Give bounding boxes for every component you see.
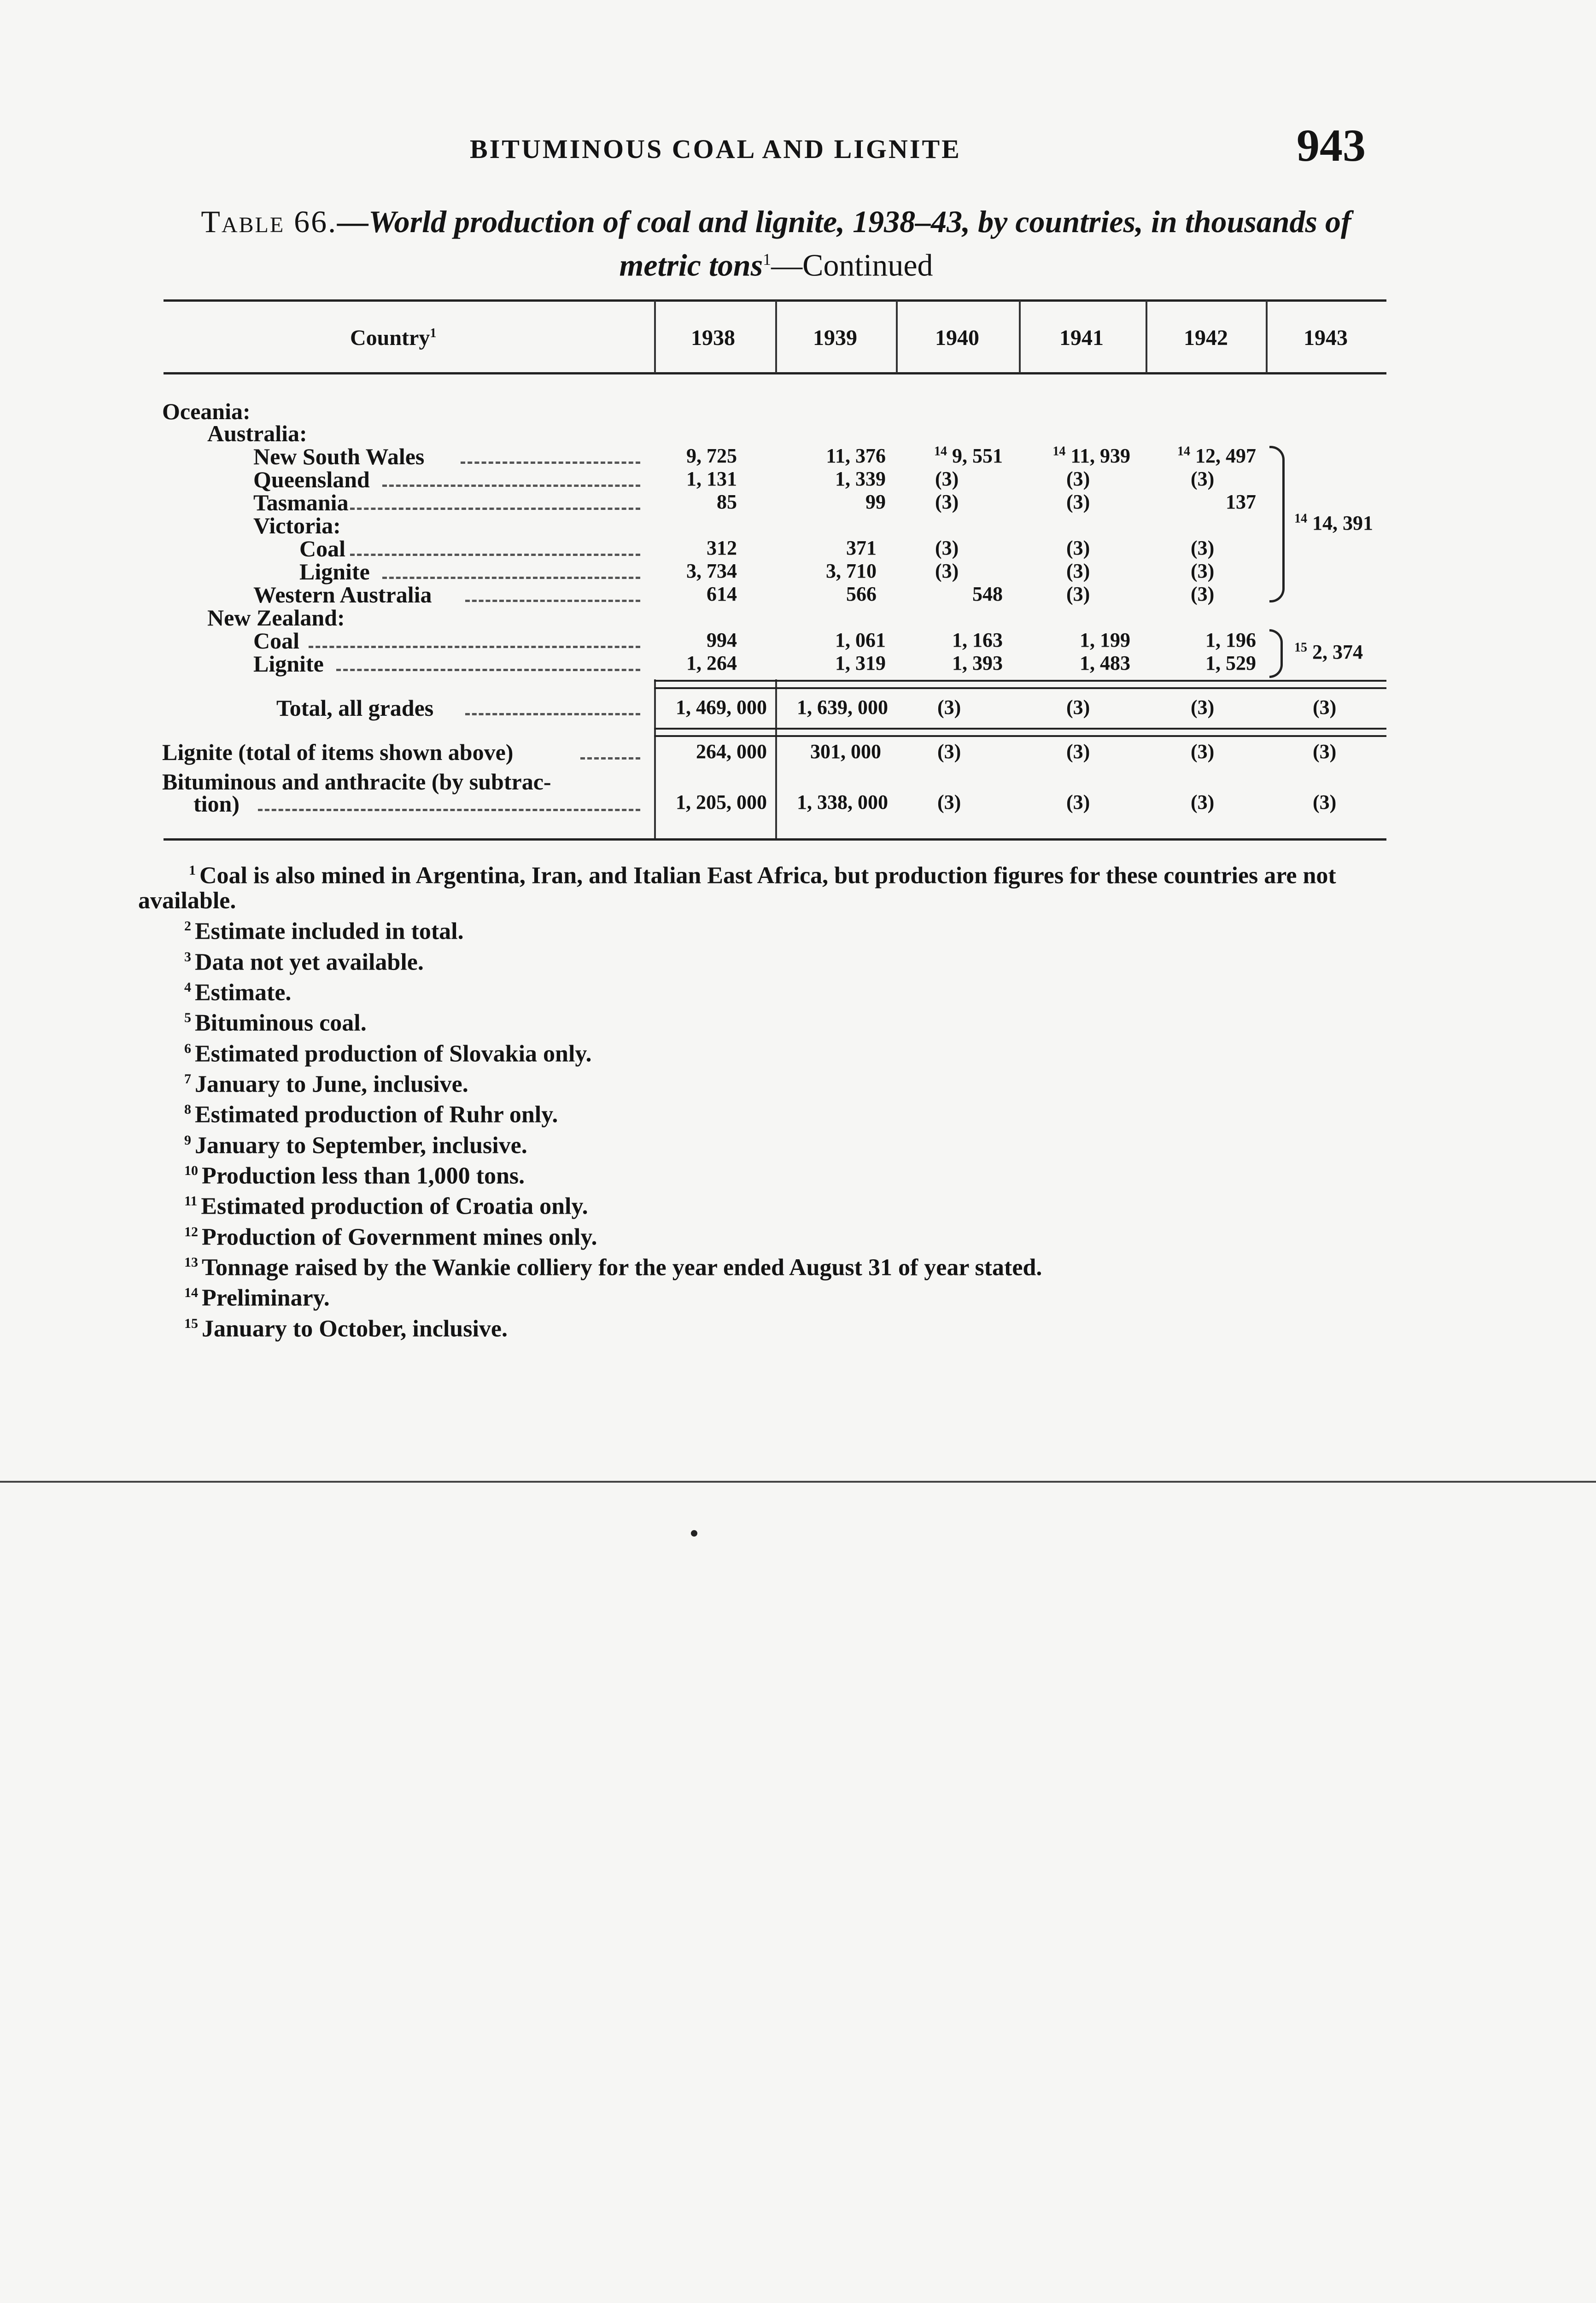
- dot-leader: [382, 577, 640, 579]
- row-label-australia: Australia:: [207, 421, 307, 446]
- running-header: BITUMINOUS COAL AND LIGNITE: [470, 134, 961, 164]
- col-header-1939: 1939: [813, 326, 857, 350]
- cell-nz-lignite-1942: 1, 529: [1205, 652, 1256, 674]
- cell-bituminous-1941: (3): [1066, 791, 1090, 813]
- footnote-15: $^{15}$ January to October, inclusive.: [184, 1315, 508, 1342]
- footnote-13: $^{13}$ Tonnage raised by the Wankie colliery for the year ended August 31 of year stated.: [184, 1254, 1042, 1281]
- cell-wa-1942: (3): [1191, 583, 1215, 605]
- table-continued: —Continued: [771, 247, 933, 283]
- footnote-8: $^8$ Estimated production of Ruhr only.: [184, 1101, 558, 1128]
- row-label-oceania: Oceania:: [162, 398, 251, 424]
- footnote-14: $^{14}$ Preliminary.: [184, 1285, 330, 1311]
- cell-lignite-total-1943: (3): [1313, 740, 1337, 763]
- cell-bituminous-1942: (3): [1191, 791, 1215, 813]
- australia-brace: [1269, 446, 1285, 602]
- col-header-1943: 1943: [1304, 326, 1348, 350]
- new-zealand-brace: [1269, 629, 1283, 678]
- row-label-total: Total, all grades: [276, 695, 434, 721]
- footnote-11: $^{11}$ Estimated production of Croatia only.: [184, 1193, 588, 1220]
- cell-nz-lignite-1940: 1, 393: [952, 652, 1003, 674]
- cell-qld-1940: (3): [935, 468, 959, 490]
- col-header-1941: 1941: [1059, 326, 1104, 350]
- cell-bituminous-1938: 1, 205, 000: [676, 791, 767, 813]
- cell-lignite-total-1939: 301, 000: [810, 740, 881, 763]
- footnote-9: $^9$ January to September, inclusive.: [184, 1132, 527, 1158]
- col-divider: [1266, 300, 1268, 373]
- table-caption: [166, 203, 1386, 284]
- cell-nsw-1938: 9, 725: [686, 444, 737, 467]
- cell-tas-1942: 137: [1226, 491, 1256, 513]
- cell-lignite-total-1938: 264, 000: [696, 740, 767, 763]
- col-divider: [896, 300, 898, 373]
- cell-vic-lignite-1941: (3): [1066, 560, 1090, 582]
- cell-vic-lignite-1942: (3): [1191, 560, 1215, 582]
- footnote-1: $^1$ Coal is also mined in Argentina, Iran, and Italian East Africa, but production figures for these countries are not available.: [138, 862, 1336, 914]
- cell-lignite-total-1941: (3): [1066, 740, 1090, 763]
- cell-total-1939: 1, 639, 000: [797, 696, 888, 719]
- col-divider: [654, 300, 656, 373]
- cell-vic-coal-1940: (3): [935, 537, 959, 559]
- cell-nz-lignite-1938: 1, 264: [686, 652, 737, 674]
- cell-qld-1938: 1, 131: [686, 468, 737, 490]
- footnote-3: $^3$ Data not yet available.: [184, 948, 424, 975]
- cell-tas-1938: 85: [717, 491, 737, 513]
- cell-total-1941: (3): [1066, 696, 1090, 719]
- cell-vic-coal-1938: 312: [707, 537, 737, 559]
- cell-nz-lignite-1939: 1, 319: [835, 652, 886, 674]
- row-label-bituminous-line1: Bituminous and anthracite (by subtrac-: [162, 769, 551, 795]
- cell-nz-coal-1942: 1, 196: [1205, 629, 1256, 651]
- subtotal-double-rule: [654, 680, 1386, 689]
- footnote-4: $^4$ Estimate.: [184, 979, 292, 1006]
- cell-total-1938: 1, 469, 000: [676, 696, 767, 719]
- row-label-victoria-lignite: Lignite: [299, 559, 370, 585]
- col-divider: [1019, 300, 1021, 373]
- col-divider: [1146, 300, 1147, 373]
- cell-vic-lignite-1939: 3, 710: [826, 560, 877, 582]
- dot-leader: [382, 485, 640, 487]
- col-header-1942: 1942: [1184, 326, 1228, 350]
- row-label-new-south-wales: New South Wales: [253, 444, 425, 469]
- cell-nsw-1941: $^{14}$ 11, 939: [1052, 444, 1130, 467]
- cell-qld-1939: 1, 339: [835, 468, 886, 490]
- row-label-western-australia: Western Australia: [253, 582, 432, 608]
- dot-leader: [461, 462, 640, 464]
- cell-wa-1941: (3): [1066, 583, 1090, 605]
- cell-qld-1942: (3): [1191, 468, 1215, 490]
- cell-nsw-1940: $^{14}$ 9, 551: [934, 444, 1003, 467]
- cell-vic-lignite-1938: 3, 734: [686, 560, 737, 582]
- cell-qld-1941: (3): [1066, 468, 1090, 490]
- cell-nsw-1939: 11, 376: [826, 444, 886, 467]
- footnote-12: $^{12}$ Production of Government mines only.: [184, 1223, 597, 1250]
- table-label: Table 66.: [201, 204, 338, 239]
- footnote-5: $^5$ Bituminous coal.: [184, 1010, 367, 1036]
- cell-nz-coal-1939: 1, 061: [835, 629, 886, 651]
- cell-nz-lignite-1941: 1, 483: [1080, 652, 1130, 674]
- footnote-2: $^2$ Estimate included in total.: [184, 918, 464, 945]
- table-title-note: 1: [763, 250, 772, 269]
- dot-leader: [465, 713, 640, 715]
- row-label-bituminous-line2: tion): [193, 791, 240, 817]
- cell-nz-coal-1938: 994: [707, 629, 737, 651]
- dot-leader: [465, 600, 640, 602]
- total-double-rule: [654, 728, 1386, 737]
- dot-leader: [350, 554, 640, 556]
- row-label-nz-coal: Coal: [253, 628, 299, 654]
- col-header-1938: 1938: [691, 326, 735, 350]
- col-divider: [775, 300, 777, 373]
- cell-bituminous-1939: 1, 338, 000: [797, 791, 888, 813]
- cell-lignite-total-1940: (3): [937, 740, 961, 763]
- footnote-10: $^{10}$ Production less than 1,000 tons.: [184, 1163, 525, 1189]
- new-zealand-1943-total: $^{15}$ 2, 374: [1294, 640, 1363, 663]
- cell-wa-1938: 614: [707, 583, 737, 605]
- col-divider: [775, 679, 777, 838]
- cell-total-1942: (3): [1191, 696, 1215, 719]
- cell-tas-1941: (3): [1066, 491, 1090, 513]
- cell-vic-lignite-1940: (3): [935, 560, 959, 582]
- cell-tas-1940: (3): [935, 491, 959, 513]
- cell-total-1943: (3): [1313, 696, 1337, 719]
- footnote-7: $^7$ January to June, inclusive.: [184, 1071, 468, 1098]
- cell-lignite-total-1942: (3): [1191, 740, 1215, 763]
- cell-wa-1939: 566: [846, 583, 877, 605]
- row-label-lignite-total: Lignite (total of items shown above): [162, 739, 514, 765]
- footnote-6: $^6$ Estimated production of Slovakia only.: [184, 1040, 592, 1067]
- cell-wa-1940: 548: [972, 583, 1003, 605]
- dot-leader: [309, 646, 640, 648]
- cell-vic-coal-1942: (3): [1191, 537, 1215, 559]
- cell-nz-coal-1940: 1, 163: [952, 629, 1003, 651]
- cell-nz-coal-1941: 1, 199: [1080, 629, 1130, 651]
- col-divider: [654, 679, 656, 838]
- row-label-tasmania: Tasmania: [253, 490, 349, 515]
- page-fold-line: [0, 1481, 1596, 1483]
- cell-vic-coal-1939: 371: [846, 537, 877, 559]
- dot-leader: [258, 809, 640, 811]
- table-title: —World production of coal and lignite, 1938–43, by countries, in thousands of metric tons: [337, 204, 1351, 283]
- cell-bituminous-1940: (3): [937, 791, 961, 813]
- scan-speck: [691, 1530, 697, 1537]
- dot-leader: [336, 669, 640, 671]
- table-bottom-rule: [164, 838, 1386, 841]
- cell-nsw-1942: $^{14}$ 12, 497: [1177, 444, 1256, 467]
- row-label-queensland: Queensland: [253, 467, 370, 492]
- cell-bituminous-1943: (3): [1313, 791, 1337, 813]
- row-label-victoria-coal: Coal: [299, 536, 345, 561]
- cell-vic-coal-1941: (3): [1066, 537, 1090, 559]
- cell-total-1940: (3): [937, 696, 961, 719]
- col-header-1940: 1940: [935, 326, 979, 350]
- page-number: 943: [1297, 120, 1366, 171]
- row-label-new-zealand: New Zealand:: [207, 605, 345, 631]
- col-header-country: Country$^1$: [350, 326, 437, 350]
- dot-leader: [350, 508, 640, 510]
- row-label-victoria: Victoria:: [253, 513, 341, 538]
- australia-1943-total: $^{14}$ 14, 391: [1294, 511, 1373, 534]
- cell-tas-1939: 99: [865, 491, 886, 513]
- dot-leader: [580, 757, 640, 760]
- row-label-nz-lignite: Lignite: [253, 651, 324, 677]
- footnotes: [138, 858, 1391, 1341]
